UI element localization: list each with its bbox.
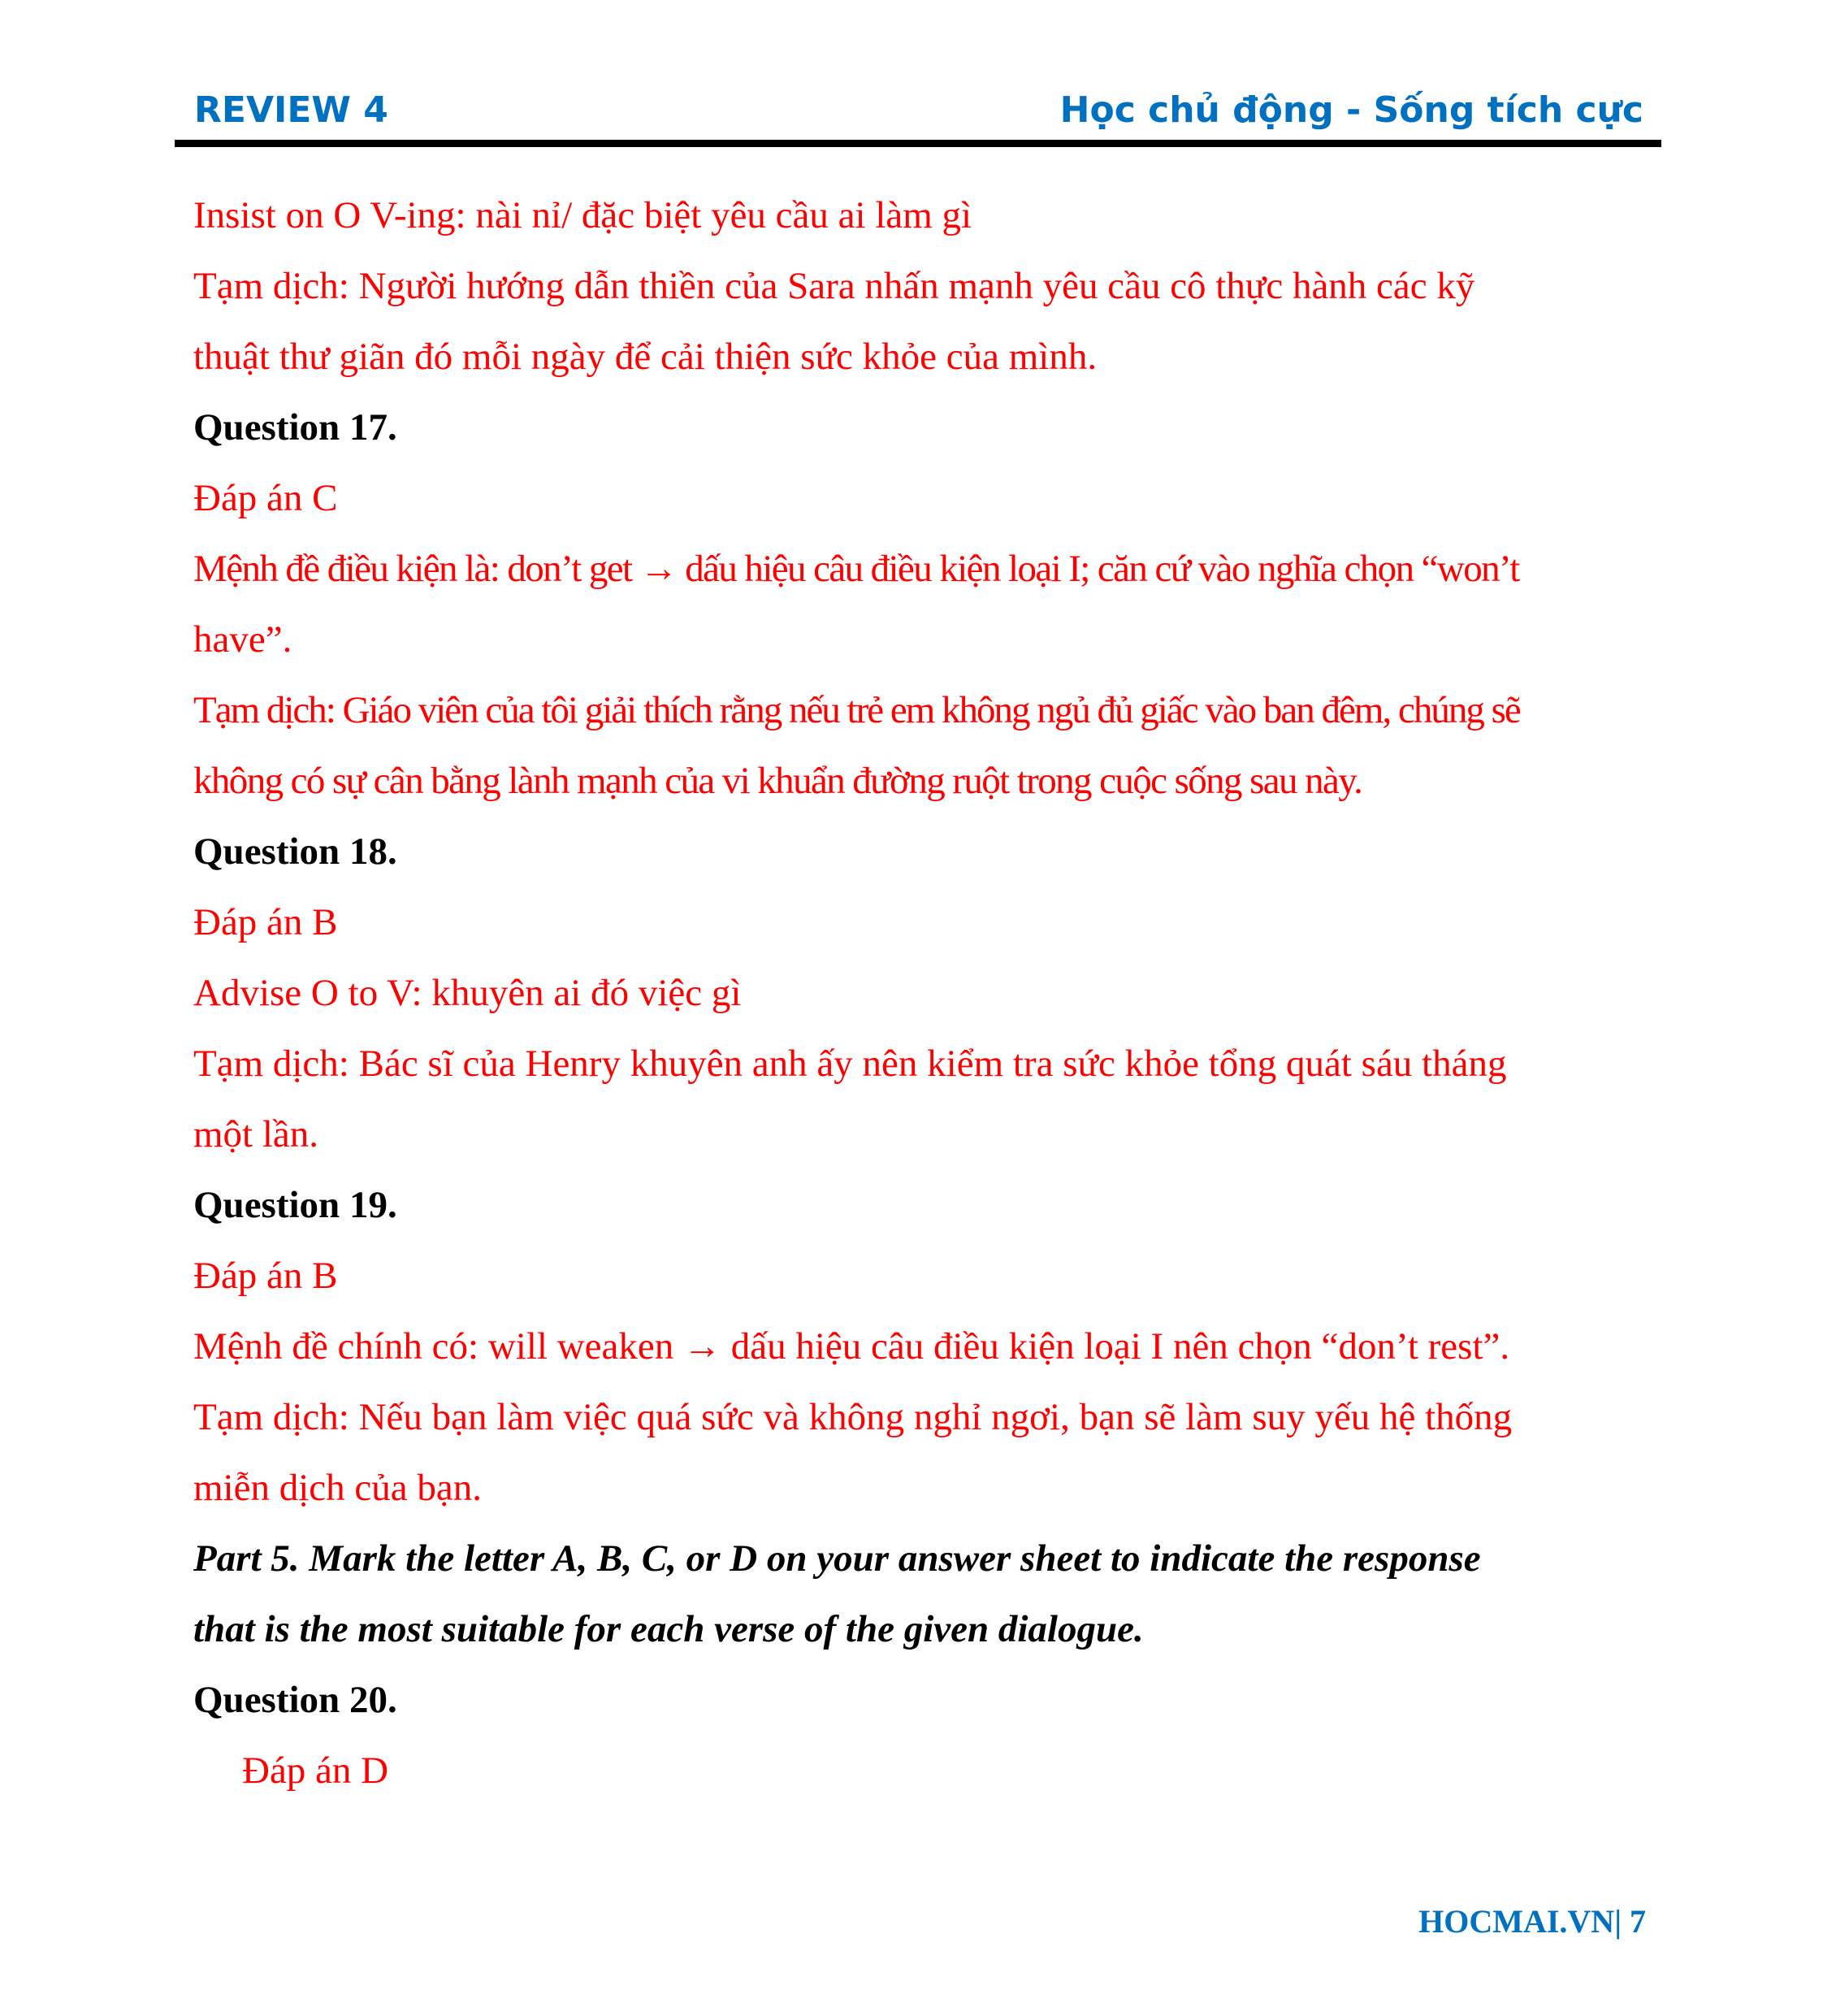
footer-separator: |	[1614, 1903, 1630, 1940]
page-content	[193, 180, 1648, 1806]
text-line: Tạm dịch: Giáo viên của tôi giải thích rằng nếu trẻ em không ngủ đủ giấc vào ban đêm, chúng sẽ	[193, 689, 1520, 731]
text-line: Mệnh đề điều kiện là: don’t get → dấu hiệu câu điều kiện loại I; căn cứ vào nghĩa chọn “won’t	[193, 548, 1519, 590]
question-heading: Question 18.	[193, 830, 397, 873]
part-instruction: Part 5. Mark the letter A, B, C, or D on your answer sheet to indicate the response	[193, 1537, 1481, 1580]
answer-line: Đáp án B	[193, 1255, 338, 1297]
page-header	[175, 81, 1661, 147]
answer-line: Đáp án B	[193, 901, 338, 943]
text-line: Insist on O V-ing: nài nỉ/ đặc biệt yêu cầu ai làm gì	[193, 194, 972, 236]
header-review-title: REVIEW 4	[194, 89, 388, 131]
footer-site: HOCMAI.VN	[1418, 1903, 1615, 1940]
answer-line: Đáp án D	[242, 1749, 389, 1792]
text-line: một lần.	[193, 1113, 319, 1155]
text-line: Mệnh đề chính có: will weaken → dấu hiệu câu điều kiện loại I nên chọn “don’t rest”.	[193, 1325, 1510, 1368]
page-number: 7	[1630, 1903, 1646, 1940]
part-instruction: that is the most suitable for each verse of the given dialogue.	[193, 1608, 1144, 1650]
page-footer	[1418, 1899, 1646, 1944]
question-heading: Question 20.	[193, 1679, 397, 1721]
text-line: have”.	[193, 618, 292, 661]
header-slogan: Học chủ động - Sống tích cực	[1059, 89, 1643, 131]
text-line: không có sự cân bằng lành mạnh của vi khuẩn đường ruột trong cuộc sống sau này.	[193, 760, 1362, 802]
question-heading: Question 19.	[193, 1184, 397, 1226]
text-line: Tạm dịch: Nếu bạn làm việc quá sức và không nghỉ ngơi, bạn sẽ làm suy yếu hệ thống	[193, 1396, 1513, 1438]
text-line: Tạm dịch: Người hướng dẫn thiền của Sara nhấn mạnh yêu cầu cô thực hành các kỹ	[193, 265, 1475, 307]
text-line: Advise O to V: khuyên ai đó việc gì	[193, 972, 742, 1014]
question-heading: Question 17.	[193, 406, 397, 449]
text-line: thuật thư giãn đó mỗi ngày để cải thiện sức khỏe của mình.	[193, 336, 1098, 378]
answer-line: Đáp án C	[193, 477, 338, 519]
text-line: miễn dịch của bạn.	[193, 1467, 482, 1509]
text-line: Tạm dịch: Bác sĩ của Henry khuyên anh ấy nên kiểm tra sức khỏe tổng quát sáu tháng	[193, 1043, 1507, 1085]
